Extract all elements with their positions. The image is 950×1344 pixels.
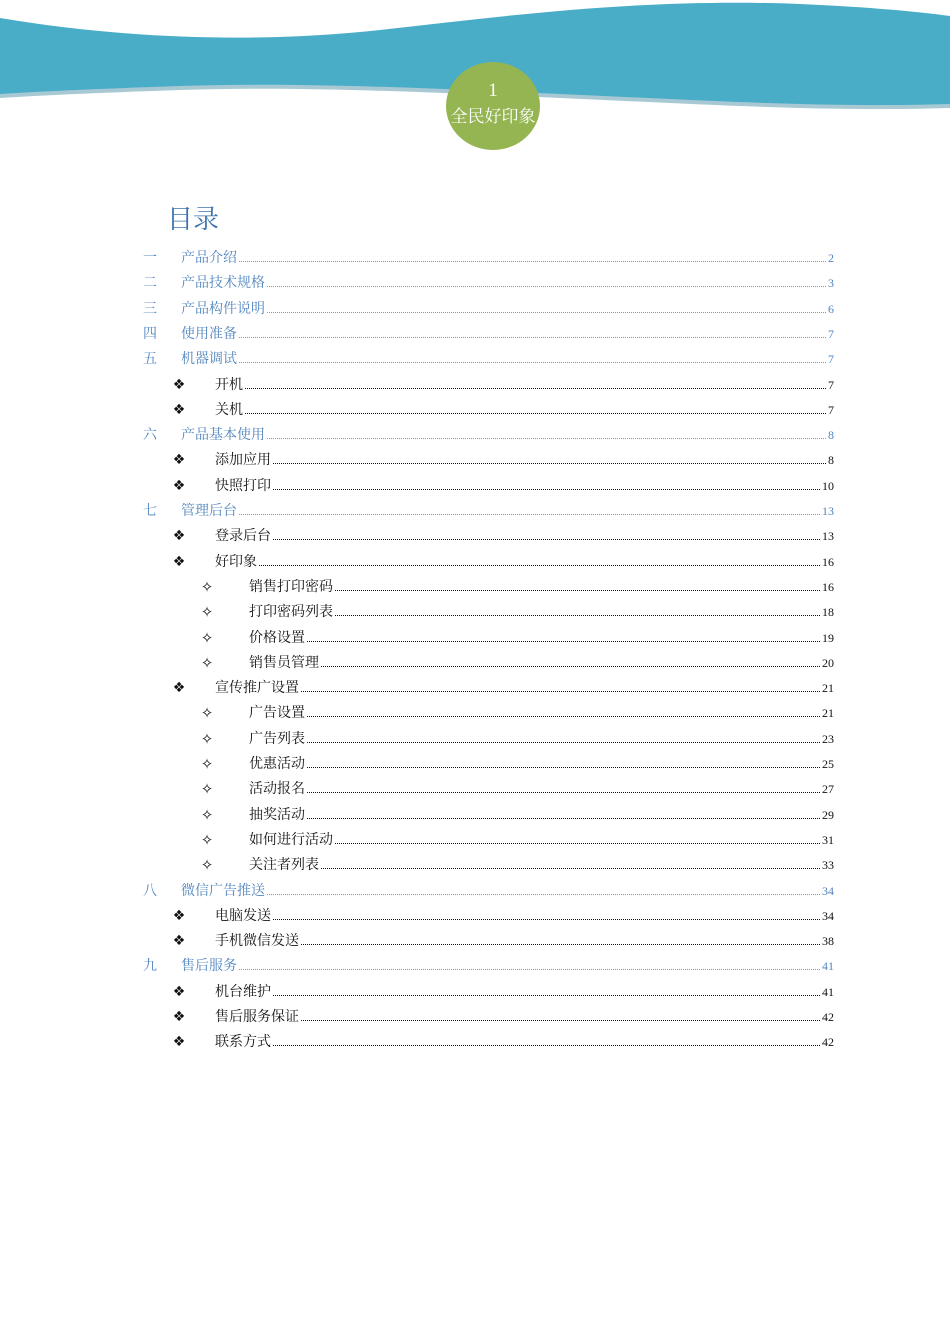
toc-entry-label: 售后服务: [181, 958, 237, 974]
diamond-bullet-icon: ❖: [172, 554, 186, 570]
toc-entry[interactable]: [0, 324, 950, 344]
toc-entry-page: 2: [828, 251, 834, 265]
toc-entry[interactable]: [0, 248, 950, 268]
toc-leader-dots: [267, 312, 826, 313]
toc-entry-label: 联系方式: [215, 1034, 271, 1050]
diamond-bullet-icon: ❖: [172, 452, 186, 468]
toc-leader-dots: [307, 767, 820, 768]
diamond-bullet-icon: ❖: [172, 528, 186, 544]
toc-entry-page: 20: [822, 656, 834, 670]
toc-entry-label: 宣传推广设置: [215, 680, 299, 696]
star-bullet-icon: ✧: [200, 755, 214, 773]
toc-entry-page: 21: [822, 706, 834, 720]
toc-leader-dots: [239, 969, 820, 970]
toc-entry-label: 关机: [215, 402, 243, 418]
star-bullet-icon: ✧: [200, 704, 214, 722]
star-bullet-icon: ✧: [200, 629, 214, 647]
toc-entry-label: 电脑发送: [215, 908, 271, 924]
toc-leader-dots: [273, 489, 820, 490]
toc-entry-number: 三: [143, 301, 157, 317]
toc-leader-dots: [245, 388, 826, 389]
toc-entry[interactable]: [0, 476, 950, 496]
toc-entry[interactable]: [0, 552, 950, 572]
toc-leader-dots: [301, 1020, 820, 1021]
toc-entry-page: 13: [822, 529, 834, 543]
toc-entry-label: 使用准备: [181, 326, 237, 342]
toc-entry-label: 微信广告推送: [181, 883, 265, 899]
toc-entry-label: 机器调试: [181, 351, 237, 367]
toc-leader-dots: [335, 590, 820, 591]
toc-entry-label: 添加应用: [215, 452, 271, 468]
toc-entry-label: 开机: [215, 377, 243, 393]
toc-entry[interactable]: [0, 906, 950, 926]
toc-entry[interactable]: [0, 653, 950, 673]
toc-leader-dots: [273, 463, 826, 464]
toc-entry-page: 34: [822, 909, 834, 923]
toc-entry-number: 八: [143, 883, 157, 899]
toc-entry[interactable]: [0, 400, 950, 420]
toc-entry-number: 五: [143, 351, 157, 367]
star-bullet-icon: ✧: [200, 730, 214, 748]
toc-leader-dots: [267, 438, 826, 439]
toc-entry[interactable]: [0, 855, 950, 875]
toc-leader-dots: [273, 539, 820, 540]
toc-entry[interactable]: [0, 425, 950, 445]
diamond-bullet-icon: ❖: [172, 984, 186, 1000]
toc-entry[interactable]: [0, 526, 950, 546]
toc-entry-page: 25: [822, 757, 834, 771]
toc-entry-label: 好印象: [215, 554, 257, 570]
toc-entry[interactable]: [0, 881, 950, 901]
toc-entry-label: 优惠活动: [249, 756, 305, 772]
star-bullet-icon: ✧: [200, 780, 214, 798]
toc-leader-dots: [335, 843, 820, 844]
star-bullet-icon: ✧: [200, 806, 214, 824]
toc-leader-dots: [301, 944, 820, 945]
toc-leader-dots: [335, 615, 820, 616]
toc-leader-dots: [267, 286, 826, 287]
diamond-bullet-icon: ❖: [172, 1034, 186, 1050]
toc-entry-page: 16: [822, 580, 834, 594]
toc-entry[interactable]: [0, 779, 950, 799]
toc-entry-label: 广告设置: [249, 705, 305, 721]
toc-entry-label: 如何进行活动: [249, 832, 333, 848]
toc-entry-label: 价格设置: [249, 630, 305, 646]
toc-entry[interactable]: [0, 273, 950, 293]
toc-entry-page: 29: [822, 808, 834, 822]
toc-entry-number: 二: [143, 275, 157, 291]
toc-entry-label: 手机微信发送: [215, 933, 299, 949]
toc-entry-page: 16: [822, 555, 834, 569]
toc-entry-page: 6: [828, 302, 834, 316]
toc-leader-dots: [239, 514, 820, 515]
star-bullet-icon: ✧: [200, 856, 214, 874]
toc-entry-number: 七: [143, 503, 157, 519]
toc-entry-page: 21: [822, 681, 834, 695]
diamond-bullet-icon: ❖: [172, 933, 186, 949]
toc-entry-page: 33: [822, 858, 834, 872]
toc-entry-label: 快照打印: [215, 478, 271, 494]
toc-entry[interactable]: [0, 703, 950, 723]
toc-entry-page: 19: [822, 631, 834, 645]
toc-entry-label: 抽奖活动: [249, 807, 305, 823]
toc-entry-page: 13: [822, 504, 834, 518]
toc-entry-label: 售后服务保证: [215, 1009, 299, 1025]
toc-entry[interactable]: [0, 982, 950, 1002]
diamond-bullet-icon: ❖: [172, 1009, 186, 1025]
toc-entry-page: 23: [822, 732, 834, 746]
toc-entry-page: 31: [822, 833, 834, 847]
toc-leader-dots: [321, 868, 820, 869]
toc-entry-label: 广告列表: [249, 731, 305, 747]
toc-entry-label: 产品构件说明: [181, 301, 265, 317]
toc-leader-dots: [267, 894, 820, 895]
diamond-bullet-icon: ❖: [172, 908, 186, 924]
star-bullet-icon: ✧: [200, 603, 214, 621]
toc-entry-label: 销售员管理: [249, 655, 319, 671]
toc-entry-label: 打印密码列表: [249, 604, 333, 620]
toc-entry[interactable]: [0, 830, 950, 850]
toc-entry[interactable]: [0, 375, 950, 395]
toc-entry[interactable]: [0, 349, 950, 369]
toc-entry-page: 7: [828, 352, 834, 366]
toc-leader-dots: [307, 818, 820, 819]
toc-entry[interactable]: [0, 450, 950, 470]
toc-entry[interactable]: [0, 805, 950, 825]
toc-leader-dots: [273, 919, 820, 920]
diamond-bullet-icon: ❖: [172, 680, 186, 696]
toc-leader-dots: [259, 565, 820, 566]
toc-entry[interactable]: [0, 299, 950, 319]
toc-leader-dots: [273, 995, 820, 996]
toc-entry-page: 34: [822, 884, 834, 898]
toc-entry-label: 产品技术规格: [181, 275, 265, 291]
toc-entry-number: 四: [143, 326, 157, 342]
toc-entry-page: 41: [822, 959, 834, 973]
toc-entry-label: 关注者列表: [249, 857, 319, 873]
toc-leader-dots: [307, 792, 820, 793]
toc-entry-page: 42: [822, 1035, 834, 1049]
toc-entry-label: 销售打印密码: [249, 579, 333, 595]
toc-leader-dots: [321, 666, 820, 667]
toc-entry[interactable]: [0, 1007, 950, 1027]
toc-entry-page: 42: [822, 1010, 834, 1024]
toc-entry-page: 38: [822, 934, 834, 948]
toc-leader-dots: [307, 716, 820, 717]
toc-entry[interactable]: [0, 754, 950, 774]
toc-entry-page: 18: [822, 605, 834, 619]
toc-entry-page: 27: [822, 782, 834, 796]
toc-entry[interactable]: [0, 1032, 950, 1052]
toc-entry-label: 产品介绍: [181, 250, 237, 266]
diamond-bullet-icon: ❖: [172, 377, 186, 393]
toc-entry[interactable]: [0, 729, 950, 749]
toc-leader-dots: [273, 1045, 820, 1046]
toc-entry[interactable]: [0, 931, 950, 951]
toc-heading: 目录: [167, 205, 220, 235]
toc-leader-dots: [307, 742, 820, 743]
brand-title: 全民好印象: [450, 107, 536, 127]
toc-leader-dots: [301, 691, 820, 692]
toc-entry-page: 10: [822, 479, 834, 493]
toc-entry[interactable]: [0, 602, 950, 622]
star-bullet-icon: ✧: [200, 578, 214, 596]
toc-entry-page: 3: [828, 276, 834, 290]
toc-entry[interactable]: [0, 628, 950, 648]
toc-entry-page: 7: [828, 403, 834, 417]
toc-entry-page: 41: [822, 985, 834, 999]
toc-entry-page: 7: [828, 378, 834, 392]
toc-leader-dots: [239, 261, 826, 262]
diamond-bullet-icon: ❖: [172, 478, 186, 494]
toc-leader-dots: [307, 641, 820, 642]
toc-entry-number: 九: [143, 958, 157, 974]
toc-entry-page: 8: [828, 428, 834, 442]
star-bullet-icon: ✧: [200, 654, 214, 672]
toc-leader-dots: [239, 337, 826, 338]
toc-entry[interactable]: [0, 956, 950, 976]
toc-leader-dots: [239, 362, 826, 363]
toc-entry-page: 8: [828, 453, 834, 467]
toc-entry-label: 管理后台: [181, 503, 237, 519]
toc-entry-number: 六: [143, 427, 157, 443]
toc-entry-number: 一: [143, 250, 157, 266]
toc-entry-page: 7: [828, 327, 834, 341]
toc-entry[interactable]: [0, 678, 950, 698]
toc-entry[interactable]: [0, 501, 950, 521]
page-number: 1: [488, 80, 498, 101]
star-bullet-icon: ✧: [200, 831, 214, 849]
toc-entry-label: 机台维护: [215, 984, 271, 1000]
toc-leader-dots: [245, 413, 826, 414]
toc-entry-label: 登录后台: [215, 528, 271, 544]
diamond-bullet-icon: ❖: [172, 402, 186, 418]
toc-entry[interactable]: [0, 577, 950, 597]
toc-entry-label: 活动报名: [249, 781, 305, 797]
toc-entry-label: 产品基本使用: [181, 427, 265, 443]
